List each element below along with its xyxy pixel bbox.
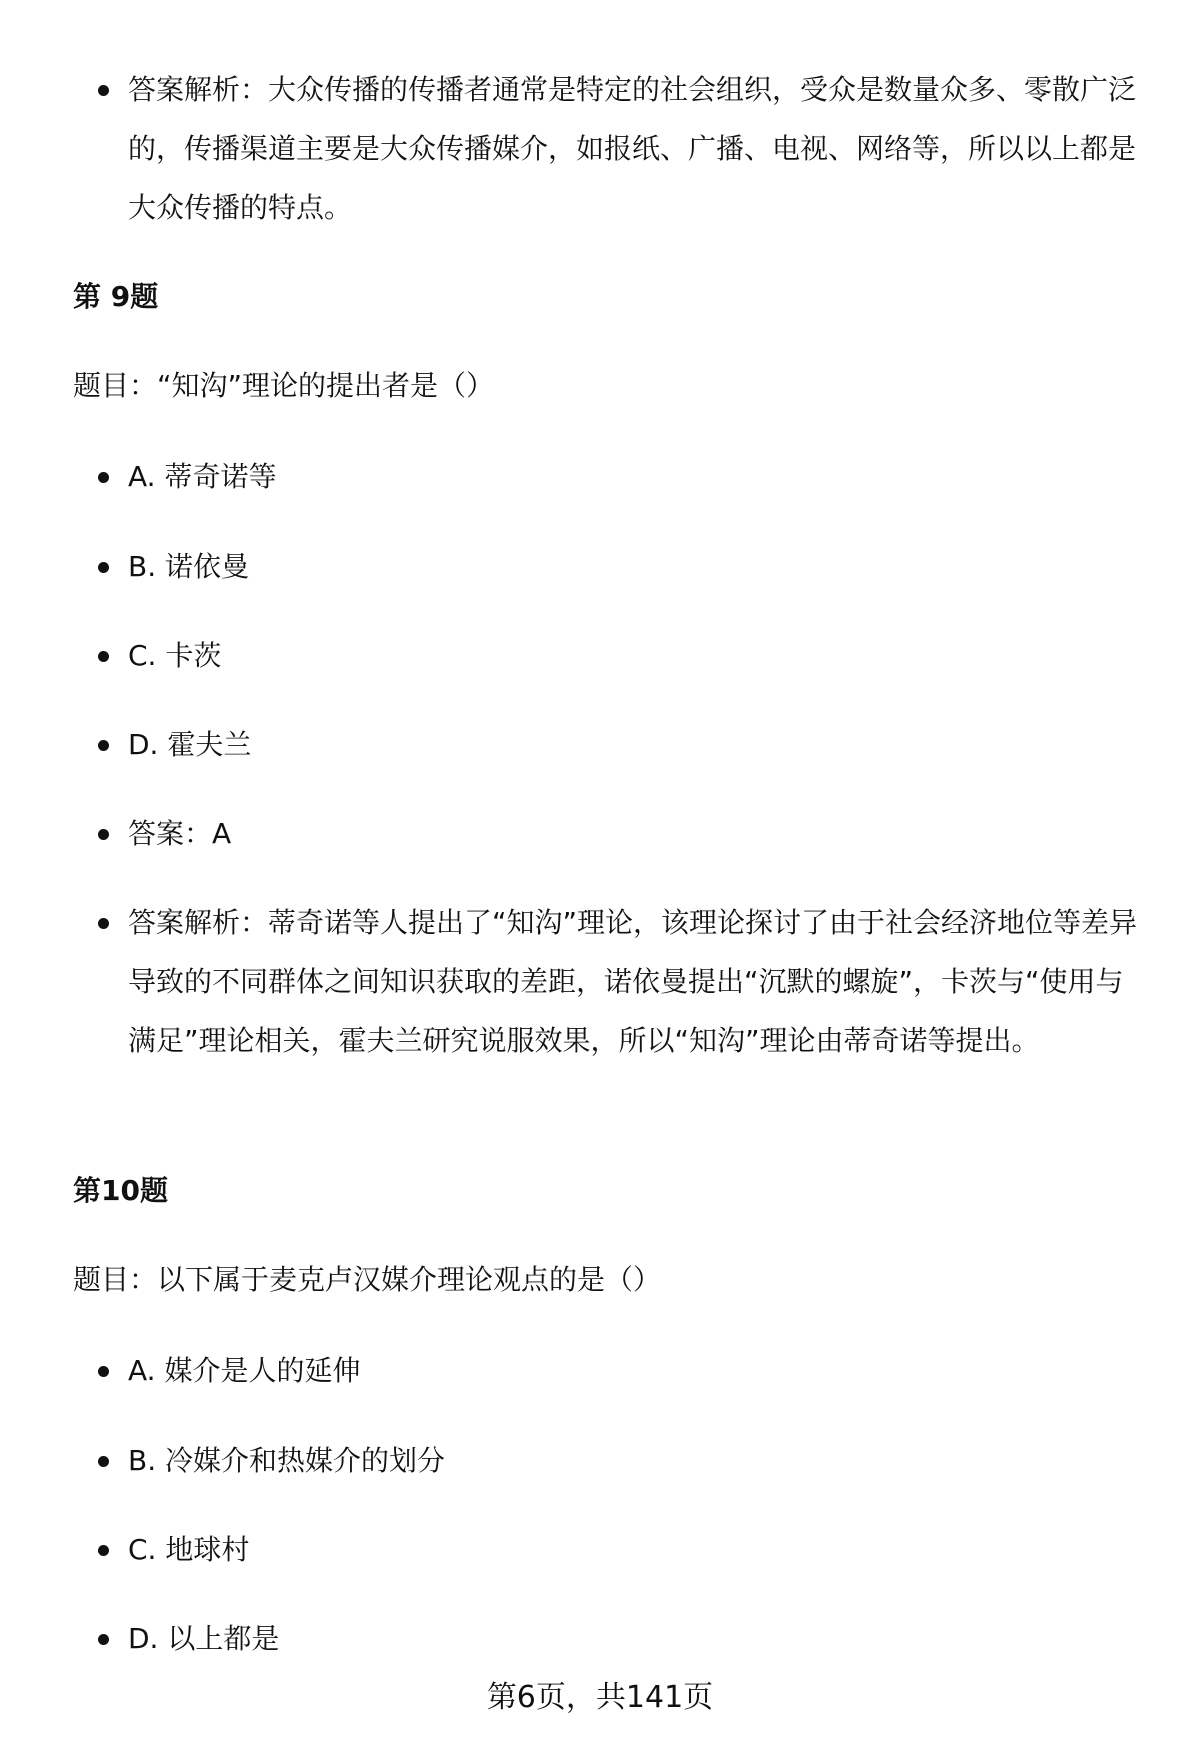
- question-10-option-c: C. 地球村: [128, 1520, 1138, 1579]
- question-9-option-c: C. 卡茨: [128, 626, 1138, 685]
- question-9-option-d: D. 霍夫兰: [128, 715, 1138, 774]
- question-10-option-d: D. 以上都是: [128, 1609, 1138, 1668]
- question-10-stem: 题目：以下属于麦克卢汉媒介理论观点的是（）: [73, 1263, 662, 1296]
- prev-question-analysis: 答案解析：大众传播的传播者通常是特定的社会组织，受众是数量众多、零散广泛的，传播渠道主要是大众传播媒介，如报纸、广播、电视、网络等，所以以上都是大众传播的特点。: [128, 60, 1138, 237]
- question-10-option-a: A. 媒介是人的延伸: [128, 1341, 1138, 1400]
- question-9-option-a: A. 蒂奇诺等: [128, 447, 1138, 506]
- question-9-heading: 第 9题: [73, 280, 159, 313]
- question-10-option-b: B. 冷媒介和热媒介的划分: [128, 1431, 1138, 1490]
- question-10-heading: 第10题: [73, 1174, 168, 1207]
- question-9-answer: 答案：A: [128, 804, 1138, 863]
- question-9-analysis: 答案解析：蒂奇诺等人提出了“知沟”理论，该理论探讨了由于社会经济地位等差异导致的不同群体之间知识获取的差距，诺依曼提出“沉默的螺旋”，卡茨与“使用与满足”理论相关，霍夫兰研究说服效果，所以“知沟”理论由蒂奇诺等提出。: [128, 893, 1138, 1070]
- question-9-stem: 题目：“知沟”理论的提出者是（）: [73, 369, 495, 402]
- page-number: 第6页，共141页: [486, 1680, 714, 1715]
- question-9-option-b: B. 诺依曼: [128, 537, 1138, 596]
